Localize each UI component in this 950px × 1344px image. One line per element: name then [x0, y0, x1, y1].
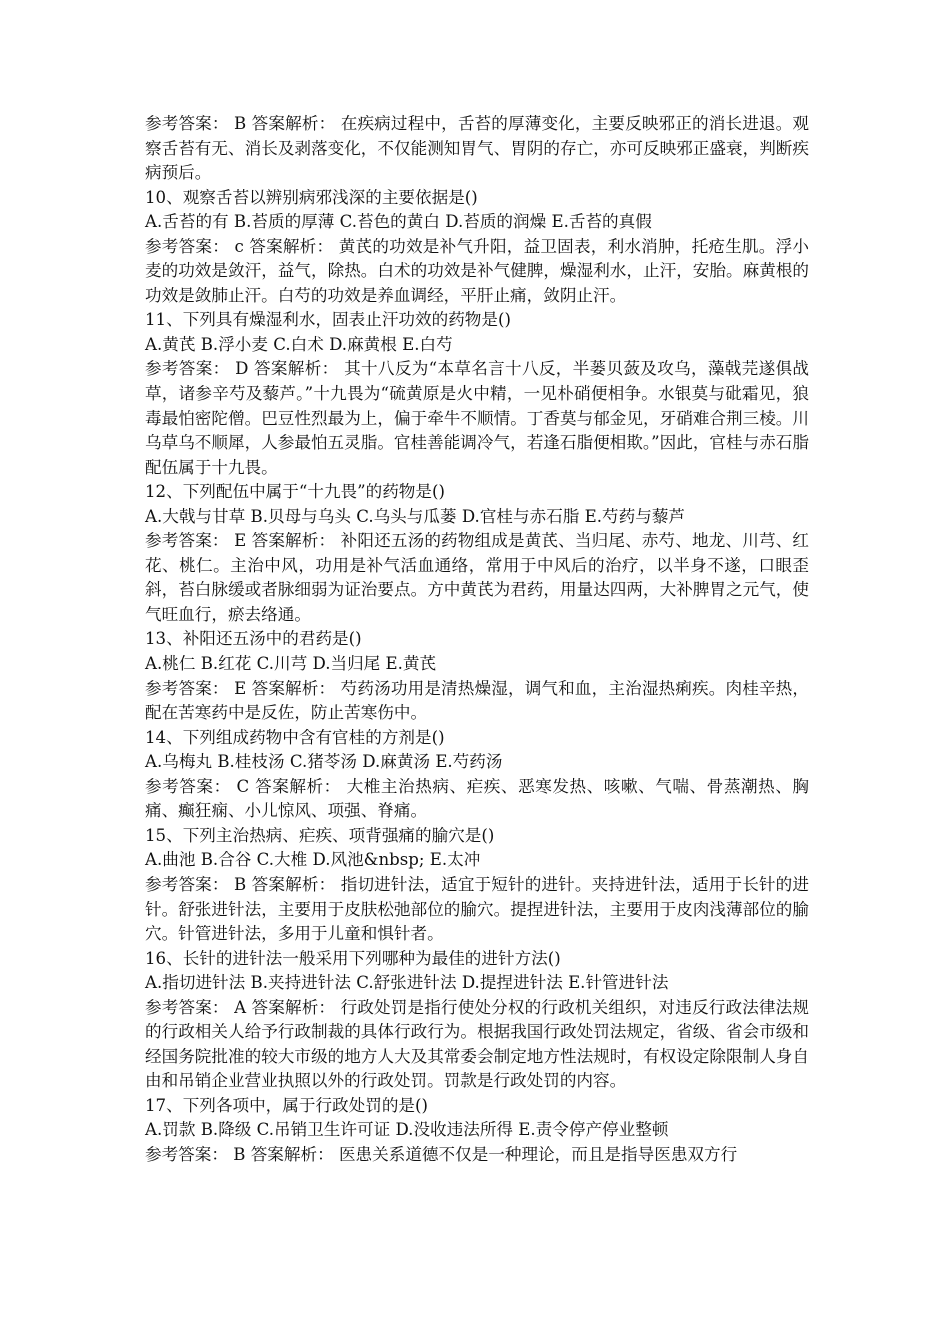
answer-explanation-17: 参考答案： B 答案解析： 医患关系道德不仅是一种理论，而且是指导医患双方行 — [145, 1144, 738, 1164]
answer-explanation-13: 参考答案： E 答案解析： 芍药汤功用是清热燥湿，调气和血，主治湿热痢疾。肉桂辛热，配在苦寒药中是反佐，防止苦寒伤中。 — [145, 678, 809, 723]
answer-explanation-16: 参考答案： A 答案解析： 行政处罚是指行使处分权的行政机关组织，对违反行政法律法规的行政相关人给予行政制裁的具体行政行为。根据我国行政处罚法规定，省级、省会市级和经国务院批准的较大市级的地方人大及其常委会制定地方性法规时，有权设定除限制人身自由和吊销企业营业执照以外的行政处罚。罚款是行政处罚的内容。 — [145, 997, 809, 1091]
options-15: A.曲池 B.合谷 C.大椎 D.风池&nbsp; E.太冲 — [145, 850, 481, 870]
options-10: A.舌苔的有 B.苔质的厚薄 C.苔色的黄白 D.苔质的润燥 E.舌苔的真假 — [145, 212, 652, 232]
answer-explanation-12: 参考答案： E 答案解析： 补阳还五汤的药物组成是黄芪、当归尾、赤芍、地龙、川芎、红花、桃仁。主治中风，功用是补气活血通络，常用于中风后的治疗，以半身不遂，口眼歪斜，苔白脉缓或者脉细弱为证治要点。方中黄芪为君药，用量达四两，大补脾胃之元气，使气旺血行，瘀去络通。 — [145, 531, 809, 624]
options-11: A.黄芪 B.浮小麦 C.白术 D.麻黄根 E.白芍 — [145, 334, 453, 354]
answer-explanation-15: 参考答案： B 答案解析： 指切进针法，适宜于短针的进针。夹持进针法，适用于长针的进针。舒张进针法，主要用于皮肤松弛部位的腧穴。提捏进针法，主要用于皮肉浅薄部位的腧穴。针管进针法，多用于儿童和惧针者。 — [145, 874, 809, 944]
question-15: 15、下列主治热病、疟疾、项背强痛的腧穴是() — [145, 825, 495, 845]
document-page — [145, 112, 809, 1168]
options-16: A.指切进针法 B.夹持进针法 C.舒张进针法 D.提捏进针法 E.针管进针法 — [145, 973, 669, 993]
question-13: 13、补阳还五汤中的君药是() — [145, 629, 362, 649]
question-10: 10、观察舌苔以辨别病邪浅深的主要依据是() — [145, 187, 478, 207]
question-11: 11、下列具有燥湿利水，固表止汗功效的药物是() — [145, 310, 511, 330]
question-14: 14、下列组成药物中含有官桂的方剂是() — [145, 727, 445, 747]
options-12: A.大戟与甘草 B.贝母与乌头 C.乌头与瓜蒌 D.官桂与赤石脂 E.芍药与藜芦 — [145, 506, 686, 526]
options-13: A.桃仁 B.红花 C.川芎 D.当归尾 E.黄芪 — [145, 654, 437, 674]
options-14: A.乌梅丸 B.桂枝汤 C.猪苓汤 D.麻黄汤 E.芍药汤 — [145, 752, 503, 772]
options-17: A.罚款 B.降级 C.吊销卫生许可证 D.没收违法所得 E.责令停产停业整顿 — [145, 1120, 669, 1140]
answer-explanation-9: 参考答案： B 答案解析： 在疾病过程中，舌苔的厚薄变化，主要反映邪正的消长进退。观察舌苔有无、消长及剥落变化，不仅能测知胃气、胃阴的存亡，亦可反映邪正盛衰，判断疾病预后。 — [145, 114, 809, 183]
question-12: 12、下列配伍中属于“十九畏”的药物是() — [145, 482, 445, 502]
question-16: 16、长针的进针法一般采用下列哪种为最佳的进针方法() — [145, 948, 561, 968]
answer-explanation-10: 参考答案： c 答案解析： 黄芪的功效是补气升阳，益卫固表，利水消肿，托疮生肌。浮小麦的功效是敛汗，益气，除热。白术的功效是补气健脾，燥湿利水，止汗，安胎。麻黄根的功效是敛肺止汗。白芍的功效是养血调经，平肝止痛，敛阴止汗。 — [145, 236, 809, 305]
answer-explanation-14: 参考答案： C 答案解析： 大椎主治热病、疟疾、恶寒发热、咳嗽、气喘、骨蒸潮热、胸痛、癫狂痫、小儿惊风、项强、脊痛。 — [145, 776, 809, 821]
question-17: 17、下列各项中，属于行政处罚的是() — [145, 1095, 428, 1115]
answer-explanation-11: 参考答案： D 答案解析： 其十八反为“本草名言十八反，半蒌贝蔹及攻乌，藻戟芫遂俱战草，诸参辛芍及藜芦。”十九畏为“硫黄原是火中精，一见朴硝便相争。水银莫与砒霜见，狼毒最怕密陀僧。巴豆性烈最为上，偏于牵牛不顺情。丁香莫与郁金见，牙硝难合荆三棱。川乌草乌不顺犀，人参最怕五灵脂。官桂善能调冷气，若逢石脂便相欺。”因此，官桂与赤石脂配伍属于十九畏。 — [145, 359, 809, 477]
